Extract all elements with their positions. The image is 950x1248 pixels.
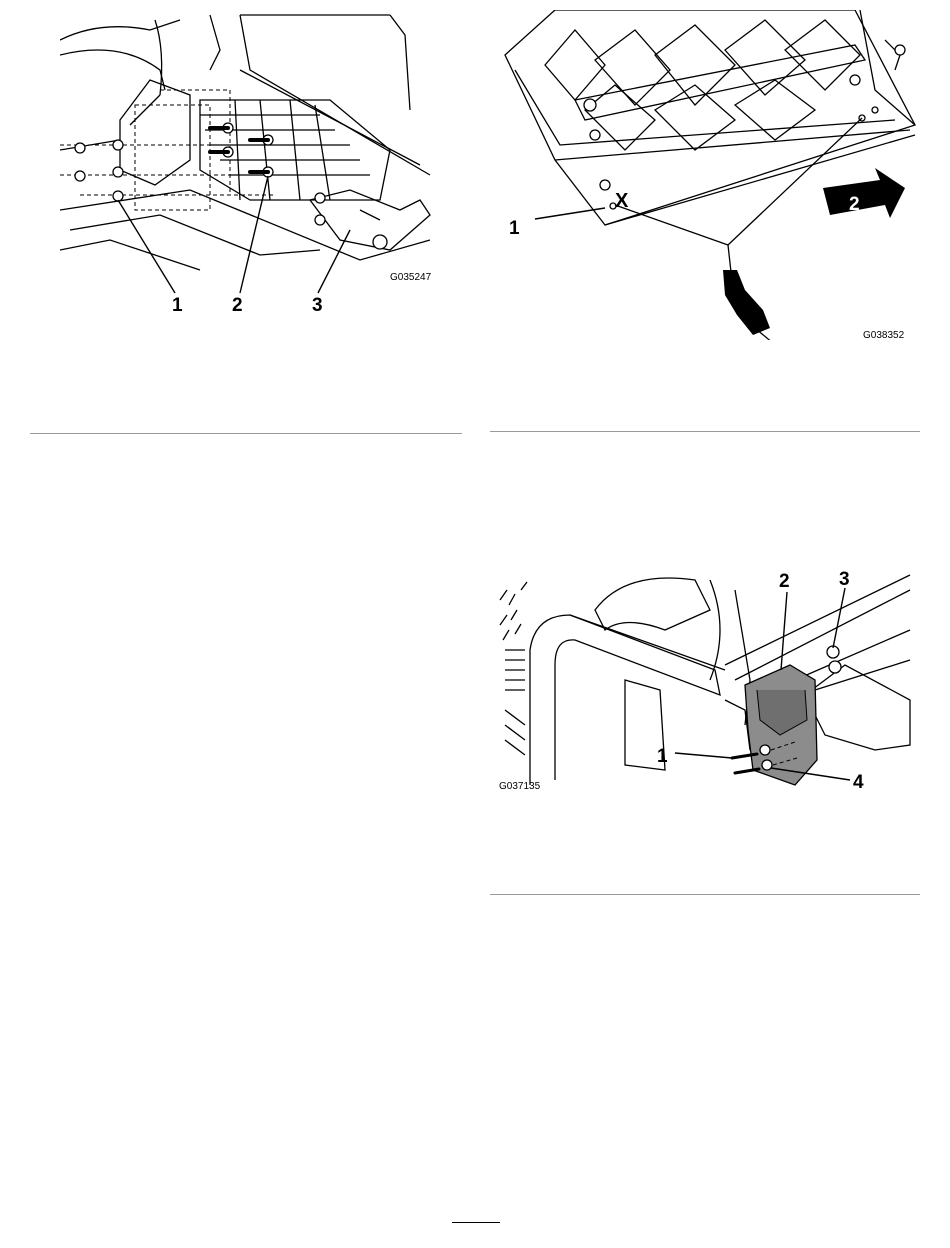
section-divider-right-mid [490,894,920,895]
callout-3: 3 [312,295,323,316]
callout-2: 2 [232,295,243,316]
figure-right-mid [495,570,915,800]
page-footer-rule [452,1222,500,1223]
callout-3: 3 [839,569,850,590]
callout-4: 4 [853,772,864,793]
callout-1: 1 [657,746,668,767]
figure-right-mid-illustration [495,570,915,800]
callout-1: 1 [509,218,520,239]
section-divider-right-top [490,431,920,432]
callout-1: 1 [172,295,183,316]
figure-right-top-illustration [495,10,925,340]
figure-left-top-illustration [60,10,440,310]
figure-left-top [60,10,440,316]
figure-code: G035247 [390,272,432,283]
figure-right-top [495,10,925,340]
section-divider-left-top [30,433,462,434]
figure-code: G037135 [499,781,541,792]
callout-x-mark: X [615,190,629,212]
callout-2: 2 [849,194,860,215]
callout-2: 2 [779,571,790,592]
figure-code: G038352 [863,330,905,341]
